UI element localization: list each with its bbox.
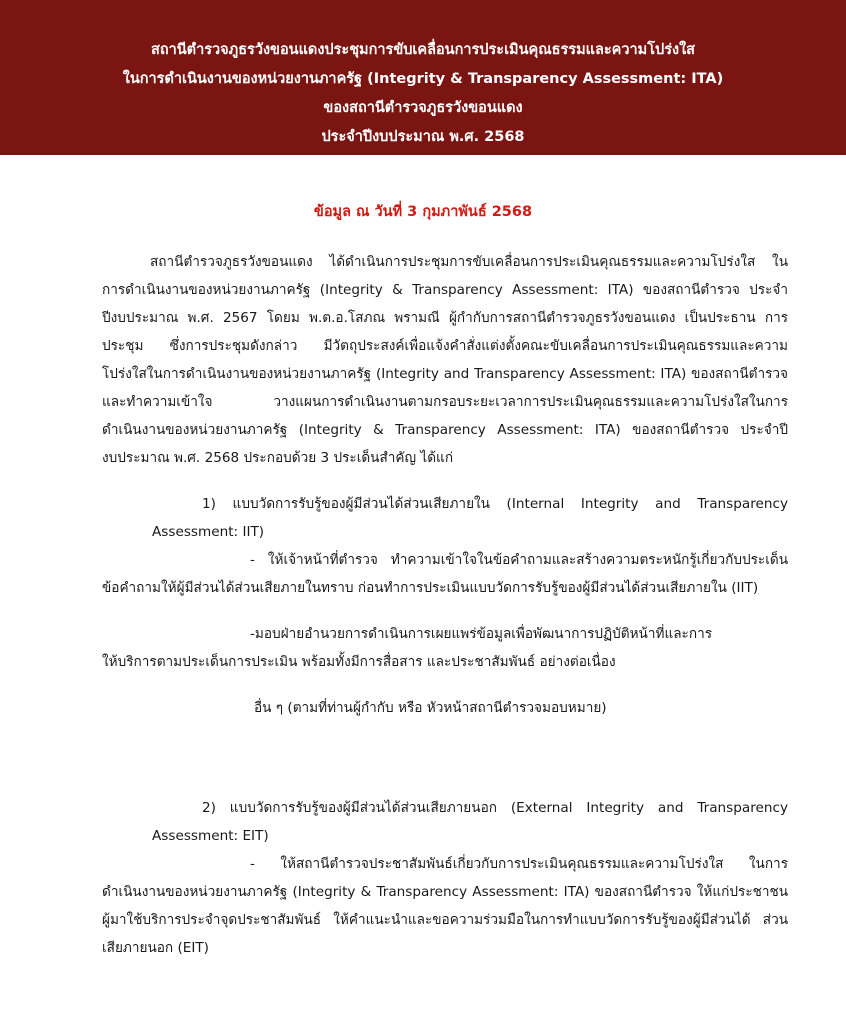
- section-title-line: 2) แบบวัดการรับรู้ของผู้มีส่วนได้ส่วนเสียภายนอก (External Integrity and Transparency: [202, 800, 788, 816]
- header-title-line-1: สถานีตำรวจภูธรวังขอนแดงประชุมการขับเคลื่อนการประเมินคุณธรรมและความโปร่งใส: [150, 42, 696, 58]
- header-title-line-4: ประจำปีงบประมาณ พ.ศ. 2568: [321, 129, 525, 145]
- other-line: อื่น ๆ (ตามที่ท่านผู้กำกับ หรือ หัวหน้าสถานีตำรวจมอบหมาย): [254, 700, 607, 716]
- intro-line: ดำเนินงานของหน่วยงานภาครัฐ (Integrity & Transparency Assessment: ITA) ของสถานีตำรวจ ประจำปี: [102, 422, 788, 438]
- section-2-title: [102, 794, 788, 850]
- section-1-bullet-2: [102, 620, 788, 676]
- intro-line: สถานีตำรวจภูธรวังขอนแดง ได้ดำเนินการประชุมการขับเคลื่อนการประเมินคุณธรรมและความโปร่งใส ใน: [150, 254, 788, 270]
- intro-line: โปร่งใสในการดำเนินงานของหน่วยงานภาครัฐ (Integrity and Transparency Assessment: ITA) ของสถานีตำรวจ: [102, 366, 788, 382]
- bullet-line: -มอบฝ่ายอำนวยการดำเนินการเผยแพร่ข้อมูลเพื่อพัฒนาการปฏิบัติหน้าที่และการ: [250, 626, 713, 642]
- bullet-line: ผู้มาใช้บริการประจำจุดประชาสัมพันธ์ ให้คำแนะนำและขอความร่วมมือในการทำแบบวัดการรับรู้ของผู้มีส่วนได้ ส่วน: [102, 912, 788, 928]
- section-1-bullet-1: [102, 546, 788, 602]
- as-of-date: ข้อมูล ณ วันที่ 3 กุมภาพันธ์ 2568: [313, 204, 533, 220]
- bullet-line: ข้อคำถามให้ผู้มีส่วนได้ส่วนเสียภายในทราบ ก่อนทำการประเมินแบบวัดการรับรู้ของผู้มีส่วนได้ส่วนเสียภายใน (IIT): [102, 580, 759, 596]
- section-1-title: [102, 490, 788, 546]
- intro-paragraph: [102, 248, 788, 472]
- section-title-line: Assessment: EIT): [152, 828, 269, 844]
- intro-line: งบประมาณ พ.ศ. 2568 ประกอบด้วย 3 ประเด็นสำคัญ ได้แก่: [102, 450, 454, 466]
- header-banner: [0, 0, 846, 155]
- bullet-line: - ให้สถานีตำรวจประชาสัมพันธ์เกี่ยวกับการประเมินคุณธรรมและความโปร่งใส ในการ: [250, 856, 788, 872]
- document-body: [102, 248, 788, 962]
- intro-line: การดำเนินงานของหน่วยงานภาครัฐ (Integrity & Transparency Assessment: ITA) ของสถานีตำรวจ ประจำ: [102, 282, 788, 298]
- section-title-line: Assessment: IIT): [152, 524, 265, 540]
- intro-line: ประชุม ซึ่งการประชุมดังกล่าว มีวัตถุประสงค์เพื่อแจ้งคำสั่งแต่งตั้งคณะขับเคลื่อนการประเมินคุณธรรมและความ: [102, 338, 788, 354]
- bullet-line: - ให้เจ้าหน้าที่ตำรวจ ทำความเข้าใจในข้อคำถามและสร้างความตระหนักรู้เกี่ยวกับประเด็น: [250, 552, 788, 568]
- section-title-line: 1) แบบวัดการรับรู้ของผู้มีส่วนได้ส่วนเสียภายใน (Internal Integrity and Transparency: [202, 496, 788, 512]
- intro-line: ปีงบประมาณ พ.ศ. 2567 โดยม พ.ต.อ.โสภณ พรามณี ผู้กำกับการสถานีตำรวจภูธรวังขอนแดง เป็นประธาน การ: [102, 310, 788, 326]
- intro-line: และทำความเข้าใจ วางแผนการดำเนินงานตามกรอบระยะเวลาการประเมินคุณธรรมและความโปร่งใสในการ: [102, 394, 788, 410]
- header-title-line-2: ในการดำเนินงานของหน่วยงานภาครัฐ (Integrity & Transparency Assessment: ITA): [122, 71, 724, 87]
- bullet-line: ให้บริการตามประเด็นการประเมิน พร้อมทั้งมีการสื่อสาร และประชาสัมพันธ์ อย่างต่อเนื่อง: [102, 654, 616, 670]
- bullet-line: ดำเนินงานของหน่วยงานภาครัฐ (Integrity & Transparency Assessment: ITA) ของสถานีตำรวจ ให้แก่ประชาชน: [102, 884, 788, 900]
- bullet-line: เสียภายนอก (EIT): [102, 940, 209, 956]
- section-1-other: [102, 694, 788, 722]
- section-2-bullet-1: [102, 850, 788, 962]
- header-title-line-3: ของสถานีตำรวจภูธรวังขอนแดง: [323, 100, 523, 116]
